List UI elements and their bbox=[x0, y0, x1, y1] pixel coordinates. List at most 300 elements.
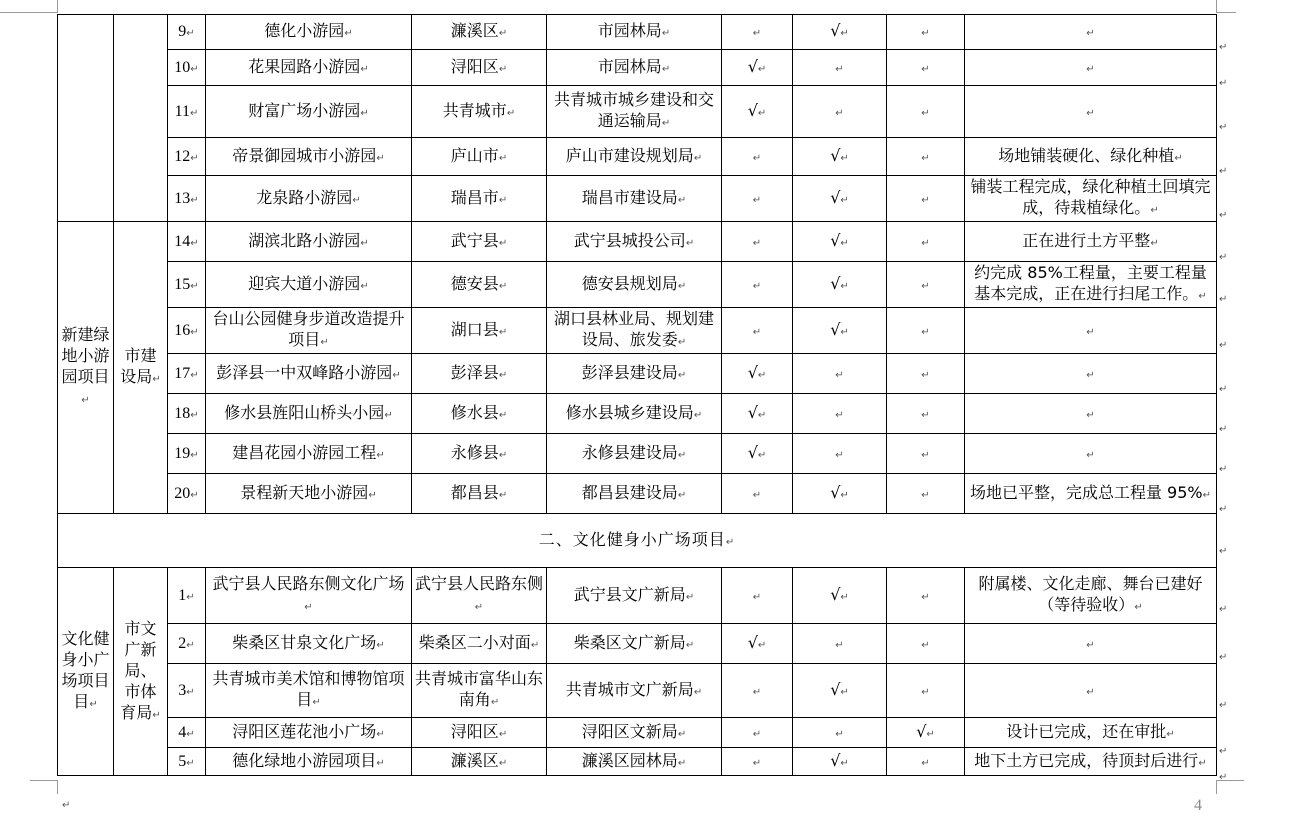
status-col-1 bbox=[722, 176, 793, 222]
paragraph-mark: ↵ bbox=[498, 489, 508, 501]
paragraph-mark: ↵ bbox=[498, 280, 508, 292]
paragraph-mark: ↵ bbox=[190, 489, 199, 501]
paragraph-mark: ↵ bbox=[835, 409, 844, 421]
paragraph-mark: ↵ bbox=[693, 686, 703, 698]
status-col-3 bbox=[887, 624, 965, 664]
paragraph-mark: ↵ bbox=[1198, 291, 1207, 302]
project-name-text: 彭泽县一中双峰路小游园 bbox=[216, 362, 393, 382]
section-title bbox=[58, 514, 1217, 568]
project-name-text: 龙泉路小游园 bbox=[256, 187, 353, 207]
category-cell bbox=[58, 222, 114, 514]
row-number-text: 5 bbox=[178, 752, 187, 770]
status-col-1-text: √ bbox=[747, 632, 758, 652]
table-row bbox=[58, 138, 1217, 176]
row-number-text: 4 bbox=[178, 723, 187, 741]
row-number-text: 3 bbox=[178, 681, 187, 699]
paragraph-mark: ↵ bbox=[1086, 63, 1095, 75]
paragraph-mark: ↵ bbox=[186, 591, 195, 603]
paragraph-mark: ↵ bbox=[835, 63, 844, 75]
status-col-2-text: √ bbox=[830, 145, 841, 165]
paragraph-mark: ↵ bbox=[498, 152, 508, 164]
project-name-text: 台山公园健身步道改造提升项目 bbox=[212, 309, 405, 349]
responsible-unit bbox=[547, 718, 722, 748]
status-col-2 bbox=[793, 308, 887, 354]
project-location-text: 修水县 bbox=[450, 402, 499, 422]
table-row bbox=[58, 718, 1217, 748]
project-location bbox=[412, 624, 547, 664]
paragraph-mark: ↵ bbox=[752, 728, 762, 740]
table-body bbox=[58, 15, 1217, 776]
table-row bbox=[58, 568, 1217, 624]
paragraph-mark: ↵ bbox=[498, 63, 508, 75]
row-number bbox=[168, 222, 206, 262]
project-location bbox=[412, 568, 547, 624]
row-number-text: 11 bbox=[174, 102, 190, 120]
paragraph-mark: ↵ bbox=[376, 757, 385, 769]
paragraph-mark: ↵ bbox=[186, 639, 195, 651]
paragraph-mark: ↵ bbox=[840, 237, 849, 249]
paragraph-mark: ↵ bbox=[1086, 369, 1095, 381]
status-col-3 bbox=[887, 176, 965, 222]
progress-note bbox=[965, 394, 1217, 434]
paragraph-mark: ↵ bbox=[360, 280, 369, 292]
crop-mark bbox=[1216, 780, 1217, 794]
paragraph-mark: ↵ bbox=[1086, 449, 1095, 461]
project-location-text: 德安县 bbox=[450, 273, 499, 293]
paragraph-mark: ↵ bbox=[1198, 757, 1207, 769]
paragraph-mark: ↵ bbox=[1086, 326, 1095, 338]
responsible-unit bbox=[547, 748, 722, 776]
project-location-text: 濂溪区 bbox=[450, 750, 499, 770]
row-number-text: 20 bbox=[174, 484, 191, 502]
paragraph-mark: ↵ bbox=[926, 728, 935, 740]
paragraph-mark: ↵ bbox=[498, 369, 508, 381]
project-name bbox=[206, 664, 412, 718]
paragraph-mark: ↵ bbox=[1219, 652, 1228, 663]
paragraph-mark: ↵ bbox=[530, 639, 540, 651]
project-location bbox=[412, 748, 547, 776]
responsible-unit bbox=[547, 308, 722, 354]
paragraph-mark: ↵ bbox=[693, 152, 703, 164]
progress-note bbox=[965, 308, 1217, 354]
status-col-1 bbox=[722, 568, 793, 624]
responsible-unit-text: 庐山市建设规划局 bbox=[565, 145, 694, 165]
paragraph-mark: ↵ bbox=[921, 194, 930, 206]
row-number bbox=[168, 568, 206, 624]
paragraph-mark: ↵ bbox=[685, 639, 695, 651]
status-col-2 bbox=[793, 86, 887, 138]
row-number-text: 2 bbox=[178, 634, 187, 652]
status-col-1 bbox=[722, 222, 793, 262]
paragraph-mark: ↵ bbox=[921, 449, 930, 461]
responsible-unit-text: 浔阳区文新局 bbox=[581, 721, 678, 741]
status-col-1 bbox=[722, 138, 793, 176]
progress-note-text: 设计已完成，还在审批 bbox=[1006, 721, 1167, 741]
status-col-3 bbox=[887, 50, 965, 86]
paragraph-mark: ↵ bbox=[1150, 237, 1159, 249]
paragraph-mark: ↵ bbox=[89, 699, 98, 710]
project-location-text: 庐山市 bbox=[450, 145, 499, 165]
project-name-text: 共青城市美术馆和博物馆项目 bbox=[212, 669, 405, 709]
project-location bbox=[412, 308, 547, 354]
project-location-text: 武宁县 bbox=[450, 230, 499, 250]
project-location-text: 武宁县人民路东侧 bbox=[415, 574, 544, 593]
project-location bbox=[412, 474, 547, 514]
paragraph-mark: ↵ bbox=[1219, 384, 1228, 395]
project-name bbox=[206, 568, 412, 624]
project-location bbox=[412, 394, 547, 434]
status-col-3 bbox=[887, 568, 965, 624]
project-name-text: 德化小游园 bbox=[264, 21, 345, 40]
status-col-2 bbox=[793, 394, 887, 434]
progress-note bbox=[965, 354, 1217, 394]
paragraph-mark: ↵ bbox=[1086, 409, 1095, 421]
paragraph-mark: ↵ bbox=[921, 107, 930, 119]
row-number-text: 19 bbox=[174, 444, 191, 462]
responsible-unit bbox=[547, 86, 722, 138]
paragraph-mark: ↵ bbox=[1202, 489, 1212, 501]
project-name bbox=[206, 394, 412, 434]
paragraph-mark: ↵ bbox=[752, 194, 762, 206]
table-row bbox=[58, 222, 1217, 262]
project-location bbox=[412, 176, 547, 222]
paragraph-mark: ↵ bbox=[835, 639, 844, 651]
status-col-3 bbox=[887, 222, 965, 262]
project-name-text: 武宁县人民路东侧文化广场 bbox=[212, 574, 405, 593]
dept-cell-text: 市建设局 bbox=[120, 346, 157, 386]
paragraph-mark: ↵ bbox=[498, 409, 508, 421]
project-name bbox=[206, 308, 412, 354]
paragraph-mark: ↵ bbox=[360, 63, 369, 75]
paragraph-mark: ↵ bbox=[921, 757, 930, 769]
status-col-2-text: √ bbox=[830, 750, 841, 770]
status-col-1-text: √ bbox=[747, 362, 758, 382]
paragraph-mark: ↵ bbox=[835, 369, 844, 381]
paragraph-mark: ↵ bbox=[757, 639, 767, 651]
responsible-unit bbox=[547, 176, 722, 222]
paragraph-mark: ↵ bbox=[840, 194, 849, 206]
responsible-unit bbox=[547, 354, 722, 394]
paragraph-mark: ↵ bbox=[1166, 728, 1175, 740]
paragraph-mark: ↵ bbox=[186, 686, 195, 698]
status-col-1 bbox=[722, 434, 793, 474]
paragraph-mark: ↵ bbox=[677, 489, 687, 501]
paragraph-mark: ↵ bbox=[498, 326, 508, 338]
project-table bbox=[57, 14, 1217, 776]
paragraph-mark: ↵ bbox=[320, 337, 329, 348]
paragraph-mark: ↵ bbox=[368, 489, 377, 501]
status-col-2 bbox=[793, 434, 887, 474]
responsible-unit-text: 修水县城乡建设局 bbox=[565, 402, 694, 422]
status-col-1 bbox=[722, 50, 793, 86]
paragraph-mark: ↵ bbox=[498, 28, 508, 39]
progress-note bbox=[965, 86, 1217, 138]
dept-cell-empty bbox=[114, 15, 168, 222]
responsible-unit-text: 共青城市城乡建设和交通运输局 bbox=[553, 90, 714, 130]
crop-mark bbox=[57, 780, 58, 794]
row-number-text: 16 bbox=[174, 321, 191, 339]
paragraph-mark: ↵ bbox=[1219, 294, 1228, 305]
table-row bbox=[58, 308, 1217, 354]
table-row bbox=[58, 262, 1217, 308]
project-location-text: 都昌县 bbox=[450, 482, 499, 502]
responsible-unit bbox=[547, 262, 722, 308]
paragraph-mark: ↵ bbox=[490, 697, 500, 708]
paragraph-mark: ↵ bbox=[1086, 28, 1095, 39]
row-number bbox=[168, 434, 206, 474]
paragraph-mark: ↵ bbox=[190, 280, 199, 292]
paragraph-mark: ↵ bbox=[752, 757, 762, 769]
paragraph-mark: ↵ bbox=[677, 280, 687, 292]
project-name bbox=[206, 50, 412, 86]
status-col-1 bbox=[722, 624, 793, 664]
paragraph-mark: ↵ bbox=[186, 728, 195, 740]
status-col-1-text: √ bbox=[747, 442, 758, 462]
project-name-text: 帝景御园城市小游园 bbox=[232, 145, 377, 165]
status-col-1 bbox=[722, 718, 793, 748]
status-col-1 bbox=[722, 354, 793, 394]
paragraph-mark: ↵ bbox=[840, 686, 849, 698]
project-location bbox=[412, 262, 547, 308]
paragraph-mark: ↵ bbox=[661, 118, 671, 129]
status-col-2 bbox=[793, 50, 887, 86]
status-col-1 bbox=[722, 308, 793, 354]
responsible-unit bbox=[547, 664, 722, 718]
paragraph-mark: ↵ bbox=[186, 757, 195, 769]
project-name-text: 财富广场小游园 bbox=[248, 100, 361, 120]
row-number bbox=[168, 748, 206, 776]
responsible-unit-text: 柴桑区文广新局 bbox=[573, 632, 686, 652]
project-location-text: 共青城市 bbox=[442, 100, 507, 120]
table-row bbox=[58, 15, 1217, 50]
paragraph-mark: ↵ bbox=[921, 280, 930, 292]
row-number bbox=[168, 308, 206, 354]
responsible-unit-text: 彭泽县建设局 bbox=[581, 362, 678, 382]
row-number bbox=[168, 50, 206, 86]
project-location-text: 柴桑区二小对面 bbox=[418, 632, 531, 652]
paragraph-mark: ↵ bbox=[757, 409, 767, 421]
responsible-unit bbox=[547, 50, 722, 86]
paragraph-mark: ↵ bbox=[1219, 604, 1228, 615]
project-location-text: 湖口县 bbox=[450, 319, 499, 339]
progress-note bbox=[965, 718, 1217, 748]
row-number bbox=[168, 354, 206, 394]
paragraph-mark: ↵ bbox=[661, 63, 671, 75]
project-location bbox=[412, 664, 547, 718]
status-col-2 bbox=[793, 474, 887, 514]
paragraph-mark: ↵ bbox=[376, 449, 385, 461]
project-name-text: 湖滨北路小游园 bbox=[248, 230, 361, 250]
paragraph-mark: ↵ bbox=[498, 757, 508, 769]
responsible-unit bbox=[547, 222, 722, 262]
paragraph-mark: ↵ bbox=[152, 374, 161, 385]
responsible-unit bbox=[547, 434, 722, 474]
paragraph-mark: ↵ bbox=[81, 395, 90, 406]
responsible-unit bbox=[547, 474, 722, 514]
status-col-1-text: √ bbox=[747, 100, 758, 120]
paragraph-mark: ↵ bbox=[506, 107, 516, 119]
progress-note-text: 地下土方已完成，待顶封后进行 bbox=[974, 750, 1199, 770]
row-number bbox=[168, 15, 206, 50]
project-location bbox=[412, 15, 547, 50]
paragraph-mark: ↵ bbox=[474, 602, 484, 613]
table-row bbox=[58, 176, 1217, 222]
status-col-2-text: √ bbox=[830, 273, 841, 293]
paragraph-mark: ↵ bbox=[186, 28, 195, 39]
project-name-text: 德化绿地小游园项目 bbox=[232, 750, 377, 770]
progress-note bbox=[965, 474, 1217, 514]
status-col-1 bbox=[722, 86, 793, 138]
paragraph-mark: ↵ bbox=[1134, 602, 1143, 613]
paragraph-mark: ↵ bbox=[677, 337, 687, 348]
project-name bbox=[206, 262, 412, 308]
status-col-2 bbox=[793, 748, 887, 776]
paragraph-mark: ↵ bbox=[190, 152, 199, 164]
progress-note bbox=[965, 138, 1217, 176]
responsible-unit-text: 市园林局 bbox=[597, 21, 662, 40]
row-number bbox=[168, 474, 206, 514]
category-cell bbox=[58, 568, 114, 776]
paragraph-mark: ↵ bbox=[757, 63, 767, 75]
category-cell-empty bbox=[58, 15, 114, 222]
paragraph-mark: ↵ bbox=[1219, 78, 1228, 89]
row-number bbox=[168, 86, 206, 138]
paragraph-mark: ↵ bbox=[840, 757, 849, 769]
project-location-text: 浔阳区 bbox=[450, 56, 499, 76]
responsible-unit-text: 永修县建设局 bbox=[581, 442, 678, 462]
paragraph-mark: ↵ bbox=[376, 728, 385, 740]
paragraph-mark: ↵ bbox=[498, 194, 508, 206]
paragraph-mark: ↵ bbox=[1219, 546, 1228, 557]
paragraph-mark: ↵ bbox=[757, 369, 767, 381]
progress-note bbox=[965, 15, 1217, 50]
paragraph-mark: ↵ bbox=[360, 107, 369, 119]
progress-note bbox=[965, 664, 1217, 718]
dept-cell-text: 市文广新局、市体育局 bbox=[120, 618, 157, 722]
row-number-text: 13 bbox=[174, 189, 191, 207]
crop-mark bbox=[57, 0, 58, 12]
status-col-1-text: √ bbox=[747, 402, 758, 422]
project-location-text: 彭泽县 bbox=[450, 362, 499, 382]
project-name-text: 迎宾大道小游园 bbox=[248, 273, 361, 293]
paragraph-mark: ↵ bbox=[190, 237, 199, 249]
paragraph-mark: ↵ bbox=[921, 28, 930, 39]
project-name-text: 修水县旌阳山桥头小园 bbox=[224, 402, 385, 422]
project-location bbox=[412, 222, 547, 262]
paragraph-mark: ↵ bbox=[498, 237, 508, 249]
category-cell-text: 新建绿地小游园项目 bbox=[61, 325, 110, 386]
paragraph-mark: ↵ bbox=[752, 152, 762, 164]
project-name bbox=[206, 15, 412, 50]
paragraph-mark: ↵ bbox=[498, 449, 508, 461]
progress-note bbox=[965, 434, 1217, 474]
status-col-2 bbox=[793, 718, 887, 748]
row-number-text: 18 bbox=[174, 404, 191, 422]
project-location bbox=[412, 718, 547, 748]
status-col-3 bbox=[887, 262, 965, 308]
status-col-3 bbox=[887, 394, 965, 434]
status-col-3 bbox=[887, 474, 965, 514]
row-number-text: 9 bbox=[178, 23, 187, 40]
crop-mark bbox=[1216, 0, 1217, 12]
paragraph-mark: ↵ bbox=[677, 449, 687, 461]
paragraph-mark: ↵ bbox=[1086, 107, 1095, 119]
paragraph-mark: ↵ bbox=[752, 326, 762, 338]
paragraph-mark: ↵ bbox=[757, 449, 767, 461]
paragraph-mark: ↵ bbox=[360, 237, 369, 249]
paragraph-mark: ↵ bbox=[921, 237, 930, 249]
status-col-2-text: √ bbox=[830, 319, 841, 339]
category-cell-text: 文化健身小广场项目目 bbox=[61, 629, 110, 711]
responsible-unit bbox=[547, 394, 722, 434]
status-col-1 bbox=[722, 748, 793, 776]
project-name-text: 建昌花园小游园工程 bbox=[232, 442, 377, 462]
progress-note-text: 场地铺装硬化、绿化种植 bbox=[998, 145, 1175, 165]
paragraph-mark: ↵ bbox=[304, 602, 313, 613]
progress-note bbox=[965, 262, 1217, 308]
paragraph-mark: ↵ bbox=[344, 28, 353, 39]
paragraph-mark: ↵ bbox=[840, 489, 849, 501]
status-col-3 bbox=[887, 664, 965, 718]
status-col-1 bbox=[722, 474, 793, 514]
status-col-2 bbox=[793, 138, 887, 176]
paragraph-mark: ↵ bbox=[392, 369, 401, 381]
project-location-text: 瑞昌市 bbox=[450, 187, 499, 207]
paragraph-mark: ↵ bbox=[921, 326, 930, 338]
paragraph-mark: ↵ bbox=[152, 709, 161, 721]
project-location bbox=[412, 138, 547, 176]
row-number bbox=[168, 624, 206, 664]
status-col-2 bbox=[793, 354, 887, 394]
project-location bbox=[412, 50, 547, 86]
responsible-unit bbox=[547, 568, 722, 624]
responsible-unit-text: 湖口县林业局、规划建设局、旅发委 bbox=[553, 309, 714, 349]
paragraph-mark: ↵ bbox=[1219, 210, 1228, 221]
status-col-3 bbox=[887, 434, 965, 474]
project-name bbox=[206, 748, 412, 776]
paragraph-mark: ↵ bbox=[835, 728, 844, 740]
responsible-unit-text: 武宁县文广新局 bbox=[573, 584, 686, 604]
paragraph-mark: ↵ bbox=[921, 639, 930, 651]
row-number bbox=[168, 718, 206, 748]
project-location-text: 浔阳区 bbox=[450, 721, 499, 741]
crop-mark bbox=[30, 780, 58, 781]
project-name bbox=[206, 86, 412, 138]
status-col-3 bbox=[887, 748, 965, 776]
paragraph-mark: ↵ bbox=[1219, 700, 1228, 711]
paragraph-mark: ↵ bbox=[1219, 504, 1228, 515]
paragraph-mark: ↵ bbox=[661, 28, 671, 39]
progress-note-text: 场地已平整，完成总工程量 95% bbox=[969, 482, 1203, 502]
paragraph-mark: ↵ bbox=[752, 686, 762, 698]
project-location-text: 永修县 bbox=[450, 442, 499, 462]
paragraph-mark: ↵ bbox=[498, 728, 508, 740]
status-col-2-text: √ bbox=[830, 482, 841, 502]
progress-note bbox=[965, 568, 1217, 624]
paragraph-mark: ↵ bbox=[752, 237, 762, 249]
status-col-1 bbox=[722, 15, 793, 50]
paragraph-mark: ↵ bbox=[921, 489, 930, 501]
table-row bbox=[58, 86, 1217, 138]
paragraph-mark: ↵ bbox=[677, 757, 687, 769]
table-row bbox=[58, 474, 1217, 514]
row-number-text: 12 bbox=[174, 147, 191, 165]
status-col-2 bbox=[793, 15, 887, 50]
status-col-3 bbox=[887, 86, 965, 138]
responsible-unit-text: 瑞昌市建设局 bbox=[581, 187, 678, 207]
paragraph-mark: ↵ bbox=[1219, 340, 1228, 351]
paragraph-mark: ↵ bbox=[921, 591, 930, 603]
